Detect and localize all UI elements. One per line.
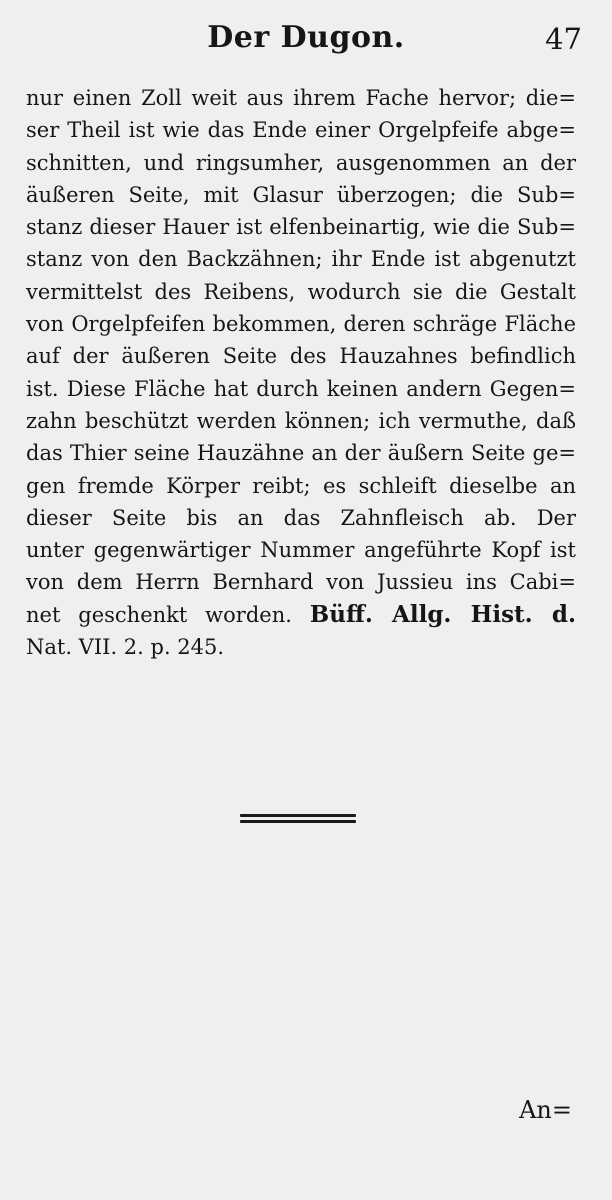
text-line: vermittelst des Reibens, wodurch sie die Gestalt xyxy=(26,279,576,304)
divider-rule xyxy=(240,814,356,817)
text-line: von Orgelpfeifen bekommen, deren schräge Fläche xyxy=(26,312,576,337)
running-title: Der Dugon. xyxy=(207,20,405,55)
catchword: An= xyxy=(519,1096,572,1124)
text-line: dieser Seite bis an das Zahnfleisch ab. Der xyxy=(26,505,576,530)
text-line: nur einen Zoll weit aus ihrem Fache hervor; die= xyxy=(26,86,576,110)
page-number: 47 xyxy=(545,22,582,56)
citation-reference: Büff. Allg. Hist. d. xyxy=(309,600,576,628)
text-line: äußeren Seite, mit Glasur überzogen; die Sub= xyxy=(26,182,576,207)
citation-volume: Nat. VII. 2. p. 245. xyxy=(26,635,225,660)
text-line: das Thier seine Hauzähne an der äußern Seite ge= xyxy=(26,441,576,466)
text-line: stanz von den Backzähnen; ihr Ende ist abgenutzt xyxy=(26,247,576,272)
divider-rule xyxy=(240,820,356,823)
text-line: gen fremde Körper reibt; es schleift dieselbe an xyxy=(26,473,576,498)
text-line-end: net geschenkt worden. xyxy=(26,602,292,627)
text-line: zahn beschützt werden können; ich vermuthe, daß xyxy=(26,408,576,433)
section-divider xyxy=(240,814,356,826)
text-line: von dem Herrn Bernhard von Jussieu ins Cabi= xyxy=(26,570,576,595)
text-line: unter gegenwärtiger Nummer angeführte Kopf ist xyxy=(26,538,576,563)
text-line: ist. Diese Fläche hat durch keinen andern Gegen= xyxy=(26,376,576,401)
citation-continuation xyxy=(26,631,576,663)
text-line-with-citation xyxy=(26,599,576,631)
text-line: ser Theil ist wie das Ende einer Orgelpfeife abge= xyxy=(26,118,576,143)
text-line: auf der äußeren Seite des Hauzahnes befindlich xyxy=(26,344,576,369)
body-text xyxy=(26,82,576,663)
text-line: stanz dieser Hauer ist elfenbeinartig, wie die Sub= xyxy=(26,215,576,240)
text-line: schnitten, und ringsumher, ausgenommen an der xyxy=(26,150,576,175)
